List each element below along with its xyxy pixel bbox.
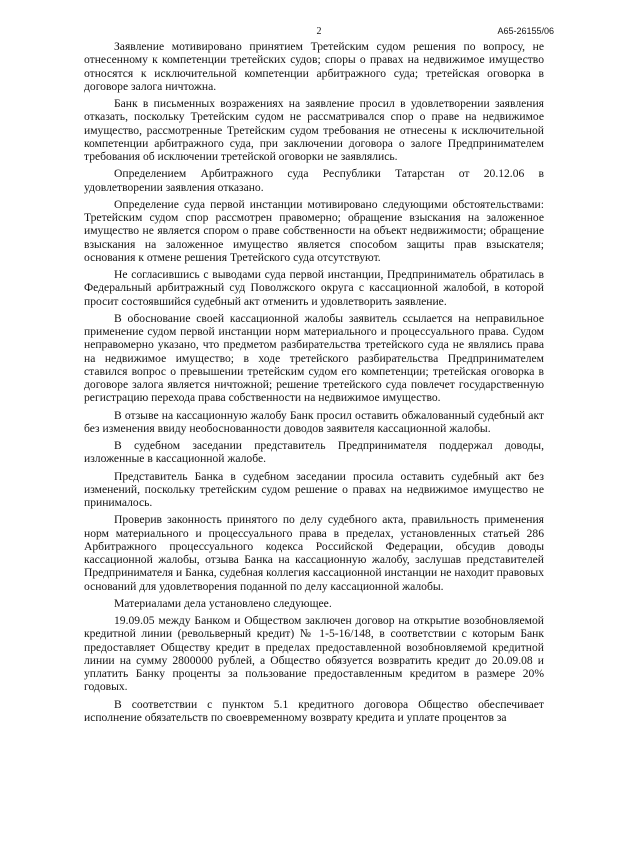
page-number: 2 bbox=[316, 26, 322, 37]
paragraph: Не согласившись с выводами суда первой инстанции, Предприниматель обратилась в Федеральный арбитражный суд Поволжского округа с кассационной жалобой, в которой просит состоявшийся судебный акт отменить и удовлетворить заявление. bbox=[84, 268, 544, 308]
paragraph: Заявление мотивировано принятием Третейским судом решения по вопросу, не отнесенному к компетенции третейских судов; споры о правах на недвижимое имущество относятся к исключительной компетенции арбитражного суда; третейская оговорка в договоре залога ничтожна. bbox=[84, 40, 544, 93]
paragraph: Проверив законность принятого по делу судебного акта, правильность применения норм материального и процессуального права в пределах, установленных статьей 286 Арбитражного процессуального кодекса Российской Федерации, обсудив доводы кассационной жалобы, отзыва Банка на кассационную жалобу, заслушав представителей Предпринимателя и Банка, судебная коллегия кассационной инстанции не находит правовых оснований для удовлетворения поданной по делу кассационной жалобы. bbox=[84, 513, 544, 593]
page-header bbox=[84, 26, 554, 40]
paragraph: Определение суда первой инстанции мотивировано следующими обстоятельствами: Третейским судом спор рассмотрен правомерно; обращение взыскания на заложенное имущество не является спором о праве собственности на объект недвижимости; обращение взыскания на заложенное имущество является способом защиты прав взыскателя; основания к отмене решения Третейского суда отсутствуют. bbox=[84, 197, 544, 264]
document-body bbox=[84, 40, 544, 728]
paragraph: Определением Арбитражного суда Республики Татарстан от 20.12.06 в удовлетворении заявления отказано. bbox=[84, 167, 544, 194]
paragraph: Представитель Банка в судебном заседании просила оставить судебный акт без изменений, поскольку третейским судом решение о правах на недвижимое имущество не принималось. bbox=[84, 469, 544, 509]
paragraph: В обоснование своей кассационной жалобы заявитель ссылается на неправильное применение судом первой инстанции норм материального и процессуального права. Судом неправомерно указано, что предметом разбирательства третейского суда не являлись права на недвижимое имущество; в ходе третейского разбирательства Предпринимателем ставился вопрос о превышении третейским судом его компетенции; третейская оговорка в договоре залога является ничтожной; решение третейского суда повлечет государственную регистрацию перехода права собственности на недвижимое имущество. bbox=[84, 311, 544, 405]
case-number: А65-26155/06 bbox=[497, 26, 554, 36]
paragraph: 19.09.05 между Банком и Обществом заключен договор на открытие возобновляемой кредитной линии (револьверный кредит) № 1-5-16/148, в соответствии с которым Банк предоставляет Обществу кредит в пределах предоставленной возобновляемой кредитной линии на сумму 2800000 рублей, а Общество обязуется возвратить кредит до 20.09.08 и уплатить Банку проценты за пользование предоставленным кредитом в размере 20% годовых. bbox=[84, 614, 544, 694]
paragraph: В судебном заседании представитель Предпринимателя поддержал доводы, изложенные в кассационной жалобе. bbox=[84, 439, 544, 466]
paragraph: В отзыве на кассационную жалобу Банк просил оставить обжалованный судебный акт без изменения ввиду необоснованности доводов заявителя кассационной жалобы. bbox=[84, 408, 544, 435]
paragraph: Материалами дела установлено следующее. bbox=[114, 596, 332, 610]
paragraph: Банк в письменных возражениях на заявление просил в удовлетворении заявления отказать, поскольку Третейским судом не рассматривался спор о праве на недвижимое имущество, рассмотренные Третейским судом требования не отнесены к исключительной компетенции арбитражного суда, при заключении договора о залоге Предпринимателем требования об исключении третейской оговорки не заявлялись. bbox=[84, 97, 544, 163]
paragraph: В соответствии с пунктом 5.1 кредитного договора Общество обеспечивает исполнение обязательств по своевременному возврату кредита и уплате процентов за bbox=[84, 697, 544, 724]
